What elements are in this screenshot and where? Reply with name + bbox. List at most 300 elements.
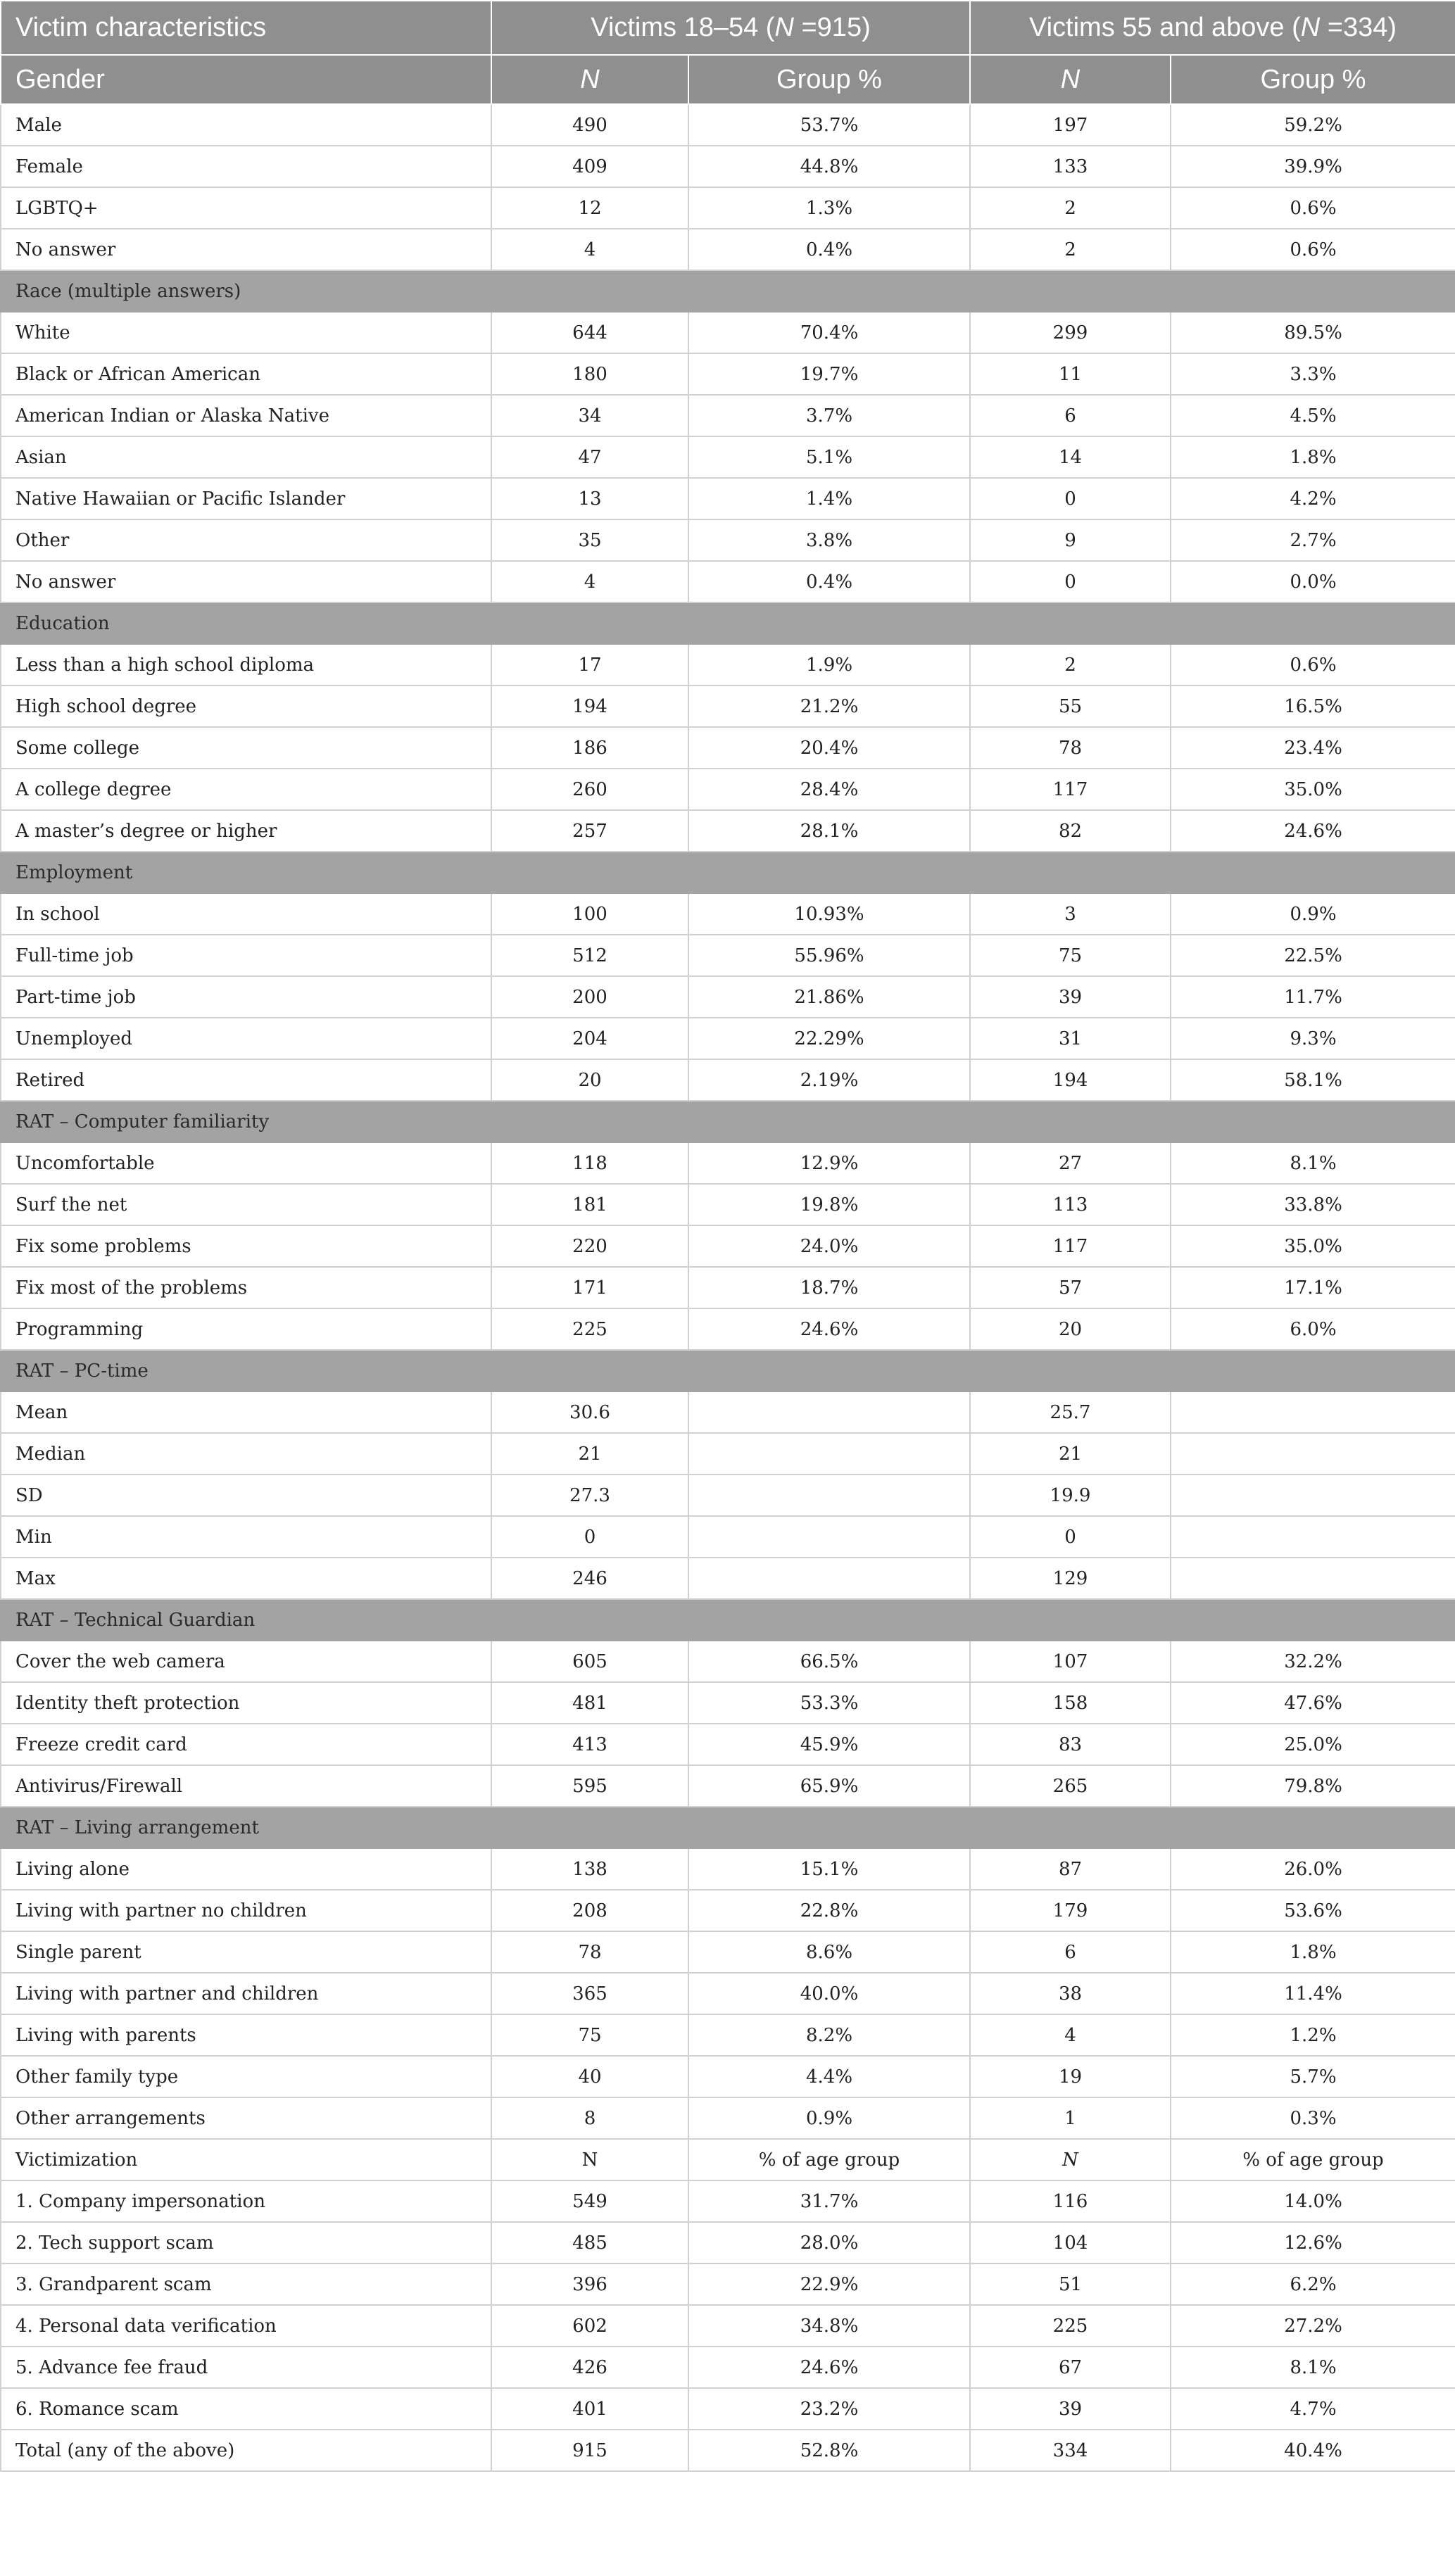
table-row xyxy=(1,727,1455,769)
group-pct-55-above-cell: 40.4% xyxy=(1171,2430,1455,2471)
n-18-54-cell: 485 xyxy=(491,2222,688,2264)
group-pct-18-54-cell: 28.1% xyxy=(688,810,970,852)
table-row xyxy=(1,686,1455,727)
table-row xyxy=(1,229,1455,270)
table-row xyxy=(1,1516,1455,1558)
row-label: 2. Tech support scam xyxy=(1,2222,491,2264)
group-pct-55-above-cell: 35.0% xyxy=(1171,769,1455,810)
n-55-above-cell: 67 xyxy=(970,2347,1171,2388)
row-label: Single parent xyxy=(1,1931,491,1973)
table-row xyxy=(1,1765,1455,1807)
n-55-above-cell: 82 xyxy=(970,810,1171,852)
n-55-above-cell: 113 xyxy=(970,1184,1171,1225)
table-row xyxy=(1,2305,1455,2347)
group-pct-18-54-cell: 19.8% xyxy=(688,1184,970,1225)
row-label: Some college xyxy=(1,727,491,769)
n-55-above-cell: 11 xyxy=(970,353,1171,395)
group-pct-55-above-cell: 47.6% xyxy=(1171,1682,1455,1724)
n-18-54-cell: 181 xyxy=(491,1184,688,1225)
row-label: Female xyxy=(1,146,491,187)
n-55-above-cell: 83 xyxy=(970,1724,1171,1765)
n-55-above-cell: 19.9 xyxy=(970,1475,1171,1516)
n-18-54-cell: 75 xyxy=(491,2014,688,2056)
n-55-above-cell: 197 xyxy=(970,104,1171,146)
n-55-above-cell: 194 xyxy=(970,1059,1171,1101)
row-label: Unemployed xyxy=(1,1018,491,1059)
group-pct-18-54-cell: 8.6% xyxy=(688,1931,970,1973)
row-label: Victimization xyxy=(1,2139,491,2180)
group-pct-18-54-cell: 22.8% xyxy=(688,1890,970,1931)
header-group-pct-55-above: Group % xyxy=(1171,55,1455,104)
group-pct-18-54-cell xyxy=(688,1391,970,1433)
n-55-above-cell: 6 xyxy=(970,1931,1171,1973)
group-pct-55-above-cell: 79.8% xyxy=(1171,1765,1455,1807)
table-row xyxy=(1,2139,1455,2180)
table-row xyxy=(1,104,1455,146)
group-pct-55-above-cell: 25.0% xyxy=(1171,1724,1455,1765)
group-pct-18-54-cell: 28.0% xyxy=(688,2222,970,2264)
table-row xyxy=(1,1433,1455,1475)
table-row xyxy=(1,519,1455,561)
group-pct-18-54-cell: 15.1% xyxy=(688,1848,970,1890)
row-label: LGBTQ+ xyxy=(1,187,491,229)
n-18-54-cell: 4 xyxy=(491,229,688,270)
n-55-above-cell: 27 xyxy=(970,1142,1171,1184)
group-pct-55-above-cell: 4.2% xyxy=(1171,478,1455,519)
group-pct-55-above-cell: 27.2% xyxy=(1171,2305,1455,2347)
group-pct-18-54-cell: 24.0% xyxy=(688,1225,970,1267)
n-55-above-cell: 55 xyxy=(970,686,1171,727)
group-pct-55-above-cell: 58.1% xyxy=(1171,1059,1455,1101)
n-55-above-cell: 2 xyxy=(970,229,1171,270)
table-row xyxy=(1,893,1455,935)
section-header-row xyxy=(1,1807,1455,1848)
group-pct-55-above-cell: 22.5% xyxy=(1171,935,1455,976)
table-row xyxy=(1,1059,1455,1101)
group-pct-55-above-cell: 1.2% xyxy=(1171,2014,1455,2056)
table-row xyxy=(1,2014,1455,2056)
n-18-54-cell: 409 xyxy=(491,146,688,187)
n-55-above-cell: 334 xyxy=(970,2430,1171,2471)
section-label: RAT – Computer familiarity xyxy=(1,1101,1455,1142)
group-pct-18-54-cell: 53.7% xyxy=(688,104,970,146)
table-row xyxy=(1,2264,1455,2305)
n-18-54-cell: 365 xyxy=(491,1973,688,2014)
row-label: In school xyxy=(1,893,491,935)
table-row xyxy=(1,187,1455,229)
section-header-row xyxy=(1,270,1455,312)
n-18-54-cell: 220 xyxy=(491,1225,688,1267)
n-18-54-cell: 40 xyxy=(491,2056,688,2097)
row-label: White xyxy=(1,312,491,353)
n-18-54-cell: 915 xyxy=(491,2430,688,2471)
section-header-row xyxy=(1,1350,1455,1391)
row-label: Asian xyxy=(1,436,491,478)
header-group-pct-18-54: Group % xyxy=(688,55,970,104)
n-18-54-cell: 194 xyxy=(491,686,688,727)
n-55-above-cell: 2 xyxy=(970,187,1171,229)
section-label: RAT – PC-time xyxy=(1,1350,1455,1391)
n-18-54-cell: 17 xyxy=(491,644,688,686)
table-row xyxy=(1,1018,1455,1059)
n-55-above-cell: 0 xyxy=(970,561,1171,602)
row-label: Retired xyxy=(1,1059,491,1101)
header-victim-characteristics: Victim characteristics xyxy=(1,1,491,55)
n-55-above-cell: 78 xyxy=(970,727,1171,769)
table-row xyxy=(1,2180,1455,2222)
group-pct-55-above-cell: 4.7% xyxy=(1171,2388,1455,2430)
n-55-above-cell: 116 xyxy=(970,2180,1171,2222)
group-pct-55-above-cell xyxy=(1171,1433,1455,1475)
table-row xyxy=(1,1890,1455,1931)
n-18-54-cell: 260 xyxy=(491,769,688,810)
group-pct-18-54-cell: 21.86% xyxy=(688,976,970,1018)
group-pct-18-54-cell: 2.19% xyxy=(688,1059,970,1101)
group-pct-18-54-cell: 34.8% xyxy=(688,2305,970,2347)
row-label: Male xyxy=(1,104,491,146)
row-label: Median xyxy=(1,1433,491,1475)
n-18-54-cell: 47 xyxy=(491,436,688,478)
section-header-row xyxy=(1,1599,1455,1641)
table-row xyxy=(1,769,1455,810)
n-55-above-cell: 107 xyxy=(970,1641,1171,1682)
row-label: A master’s degree or higher xyxy=(1,810,491,852)
group-pct-18-54-cell: 20.4% xyxy=(688,727,970,769)
row-label: Living with partner and children xyxy=(1,1973,491,2014)
row-label: Part-time job xyxy=(1,976,491,1018)
group-pct-18-54-cell: 24.6% xyxy=(688,1308,970,1350)
row-label: Less than a high school diploma xyxy=(1,644,491,686)
row-label: No answer xyxy=(1,229,491,270)
group-pct-18-54-cell: 28.4% xyxy=(688,769,970,810)
row-label: Total (any of the above) xyxy=(1,2430,491,2471)
n-18-54-cell: 257 xyxy=(491,810,688,852)
n-18-54-cell: 34 xyxy=(491,395,688,436)
group-pct-18-54-cell: 40.0% xyxy=(688,1973,970,2014)
table-row xyxy=(1,1558,1455,1599)
group-pct-55-above-cell: 9.3% xyxy=(1171,1018,1455,1059)
group-pct-18-54-cell: 1.9% xyxy=(688,644,970,686)
row-label: Native Hawaiian or Pacific Islander xyxy=(1,478,491,519)
table-row xyxy=(1,2222,1455,2264)
n-55-above-cell: 299 xyxy=(970,312,1171,353)
n-55-above-cell: 87 xyxy=(970,1848,1171,1890)
group-pct-55-above-cell: 14.0% xyxy=(1171,2180,1455,2222)
group-pct-18-54-cell xyxy=(688,1433,970,1475)
table-row xyxy=(1,1724,1455,1765)
row-label: 6. Romance scam xyxy=(1,2388,491,2430)
n-55-above-cell: 39 xyxy=(970,2388,1171,2430)
group-pct-55-above-cell: 12.6% xyxy=(1171,2222,1455,2264)
n-55-above-cell: 117 xyxy=(970,1225,1171,1267)
n-55-above-cell: 225 xyxy=(970,2305,1171,2347)
n-55-above-cell: 3 xyxy=(970,893,1171,935)
n-55-above-cell: 133 xyxy=(970,146,1171,187)
n-18-54-cell: 605 xyxy=(491,1641,688,1682)
row-label: Uncomfortable xyxy=(1,1142,491,1184)
table-row xyxy=(1,478,1455,519)
group-pct-55-above-cell: 26.0% xyxy=(1171,1848,1455,1890)
n-18-54-cell: 481 xyxy=(491,1682,688,1724)
n-18-54-cell: 171 xyxy=(491,1267,688,1308)
group-pct-55-above-cell xyxy=(1171,1391,1455,1433)
row-label: Antivirus/Firewall xyxy=(1,1765,491,1807)
group-pct-55-above-cell: 0.0% xyxy=(1171,561,1455,602)
section-label: Education xyxy=(1,602,1455,644)
n-18-54-cell: 21 xyxy=(491,1433,688,1475)
header-group-55-above-prefix: Victims 55 and above ( xyxy=(1028,13,1301,42)
n-18-54-cell: 186 xyxy=(491,727,688,769)
header-n-55-above xyxy=(970,55,1171,104)
n-55-above-cell: 6 xyxy=(970,395,1171,436)
n-18-54-cell: 0 xyxy=(491,1516,688,1558)
header-row-columns xyxy=(1,55,1455,104)
group-pct-18-54-cell: 5.1% xyxy=(688,436,970,478)
row-label: Fix some problems xyxy=(1,1225,491,1267)
group-pct-18-54-cell: 65.9% xyxy=(688,1765,970,1807)
n-18-54-cell: 512 xyxy=(491,935,688,976)
n-55-above-cell: 38 xyxy=(970,1973,1171,2014)
n-55-above-cell: 2 xyxy=(970,644,1171,686)
group-pct-55-above-cell: 11.7% xyxy=(1171,976,1455,1018)
n-18-54-cell: N xyxy=(491,2139,688,2180)
n-55-above-italic-label: N xyxy=(1062,2149,1078,2171)
group-pct-55-above-cell: 2.7% xyxy=(1171,519,1455,561)
group-pct-55-above-cell: 0.6% xyxy=(1171,229,1455,270)
n-18-54-cell: 180 xyxy=(491,353,688,395)
header-group-18-54-count: =915) xyxy=(793,13,871,42)
section-label: Employment xyxy=(1,852,1455,893)
header-group-18-54-prefix: Victims 18–54 ( xyxy=(591,13,775,42)
group-pct-55-above-cell: 1.8% xyxy=(1171,1931,1455,1973)
group-pct-55-above-cell xyxy=(1171,1475,1455,1516)
section-label: Race (multiple answers) xyxy=(1,270,1455,312)
group-pct-18-54-cell xyxy=(688,1558,970,1599)
row-label: Living with partner no children xyxy=(1,1890,491,1931)
table-row xyxy=(1,2430,1455,2471)
n-55-above-cell: 0 xyxy=(970,1516,1171,1558)
row-label: Freeze credit card xyxy=(1,1724,491,1765)
row-label: Full-time job xyxy=(1,935,491,976)
n-55-above-cell: 0 xyxy=(970,478,1171,519)
header-gender: Gender xyxy=(1,55,491,104)
n-18-54-cell: 396 xyxy=(491,2264,688,2305)
table-row xyxy=(1,1931,1455,1973)
row-label: Identity theft protection xyxy=(1,1682,491,1724)
n-18-54-cell: 602 xyxy=(491,2305,688,2347)
header-group-18-54-n: N xyxy=(774,13,794,42)
group-pct-55-above-cell: 33.8% xyxy=(1171,1184,1455,1225)
table-row xyxy=(1,1184,1455,1225)
table-row xyxy=(1,146,1455,187)
n-55-above-cell: 9 xyxy=(970,519,1171,561)
group-pct-55-above-cell: 16.5% xyxy=(1171,686,1455,727)
row-label: Min xyxy=(1,1516,491,1558)
row-label: A college degree xyxy=(1,769,491,810)
row-label: Cover the web camera xyxy=(1,1641,491,1682)
n-18-54-cell: 78 xyxy=(491,1931,688,1973)
row-label: Living alone xyxy=(1,1848,491,1890)
table-body xyxy=(1,104,1455,2471)
row-label: Fix most of the problems xyxy=(1,1267,491,1308)
section-label: RAT – Living arrangement xyxy=(1,1807,1455,1848)
n-18-54-cell: 490 xyxy=(491,104,688,146)
n-55-above-cell: 31 xyxy=(970,1018,1171,1059)
header-n-18-54-text: N xyxy=(580,64,600,94)
group-pct-55-above-cell: 23.4% xyxy=(1171,727,1455,769)
header-n-55-above-text: N xyxy=(1060,64,1081,94)
group-pct-18-54-cell: 1.4% xyxy=(688,478,970,519)
n-55-above-cell: 39 xyxy=(970,976,1171,1018)
n-18-54-cell: 401 xyxy=(491,2388,688,2430)
group-pct-55-above-cell: 1.8% xyxy=(1171,436,1455,478)
group-pct-18-54-cell: 24.6% xyxy=(688,2347,970,2388)
n-55-above-cell: 265 xyxy=(970,1765,1171,1807)
group-pct-18-54-cell: 21.2% xyxy=(688,686,970,727)
table-row xyxy=(1,976,1455,1018)
header-group-18-54 xyxy=(491,1,970,55)
row-label: Living with parents xyxy=(1,2014,491,2056)
group-pct-55-above-cell: 89.5% xyxy=(1171,312,1455,353)
n-18-54-cell: 13 xyxy=(491,478,688,519)
n-18-54-cell: 413 xyxy=(491,1724,688,1765)
group-pct-18-54-cell: 18.7% xyxy=(688,1267,970,1308)
n-55-above-cell: 129 xyxy=(970,1558,1171,1599)
n-18-54-cell: 4 xyxy=(491,561,688,602)
n-55-above-cell: 75 xyxy=(970,935,1171,976)
row-label: Programming xyxy=(1,1308,491,1350)
section-header-row xyxy=(1,852,1455,893)
table-row xyxy=(1,1142,1455,1184)
n-18-54-cell: 549 xyxy=(491,2180,688,2222)
row-label: Other arrangements xyxy=(1,2097,491,2139)
row-label: Black or African American xyxy=(1,353,491,395)
n-55-above-cell: 158 xyxy=(970,1682,1171,1724)
group-pct-55-above-cell: 32.2% xyxy=(1171,1641,1455,1682)
row-label: 3. Grandparent scam xyxy=(1,2264,491,2305)
n-18-54-cell: 208 xyxy=(491,1890,688,1931)
group-pct-18-54-cell: 10.93% xyxy=(688,893,970,935)
n-55-above-cell: 25.7 xyxy=(970,1391,1171,1433)
group-pct-55-above-cell: 0.9% xyxy=(1171,893,1455,935)
group-pct-55-above-cell: 8.1% xyxy=(1171,1142,1455,1184)
n-18-54-cell: 12 xyxy=(491,187,688,229)
group-pct-18-54-cell: 22.29% xyxy=(688,1018,970,1059)
group-pct-18-54-cell: 70.4% xyxy=(688,312,970,353)
group-pct-18-54-cell: 19.7% xyxy=(688,353,970,395)
group-pct-18-54-cell: 12.9% xyxy=(688,1142,970,1184)
group-pct-18-54-cell: 3.7% xyxy=(688,395,970,436)
group-pct-18-54-cell: 52.8% xyxy=(688,2430,970,2471)
group-pct-18-54-cell: 45.9% xyxy=(688,1724,970,1765)
group-pct-18-54-cell xyxy=(688,1475,970,1516)
group-pct-18-54-cell: % of age group xyxy=(688,2139,970,2180)
group-pct-55-above-cell: 24.6% xyxy=(1171,810,1455,852)
row-label: Other family type xyxy=(1,2056,491,2097)
group-pct-18-54-cell: 4.4% xyxy=(688,2056,970,2097)
group-pct-18-54-cell xyxy=(688,1516,970,1558)
group-pct-55-above-cell: 0.3% xyxy=(1171,2097,1455,2139)
group-pct-55-above-cell: % of age group xyxy=(1171,2139,1455,2180)
n-18-54-cell: 100 xyxy=(491,893,688,935)
row-label: 1. Company impersonation xyxy=(1,2180,491,2222)
n-18-54-cell: 225 xyxy=(491,1308,688,1350)
group-pct-18-54-cell: 55.96% xyxy=(688,935,970,976)
n-18-54-cell: 644 xyxy=(491,312,688,353)
row-label: No answer xyxy=(1,561,491,602)
table-row xyxy=(1,561,1455,602)
row-label: 4. Personal data verification xyxy=(1,2305,491,2347)
n-18-54-cell: 426 xyxy=(491,2347,688,2388)
header-row-groups xyxy=(1,1,1455,55)
group-pct-55-above-cell xyxy=(1171,1516,1455,1558)
group-pct-18-54-cell: 44.8% xyxy=(688,146,970,187)
n-55-above-cell: 117 xyxy=(970,769,1171,810)
row-label: High school degree xyxy=(1,686,491,727)
n-18-54-cell: 118 xyxy=(491,1142,688,1184)
group-pct-55-above-cell: 5.7% xyxy=(1171,2056,1455,2097)
n-55-above-cell: 179 xyxy=(970,1890,1171,1931)
n-18-54-cell: 20 xyxy=(491,1059,688,1101)
row-label: American Indian or Alaska Native xyxy=(1,395,491,436)
table-row xyxy=(1,2347,1455,2388)
table-row xyxy=(1,2097,1455,2139)
n-55-above-cell: 14 xyxy=(970,436,1171,478)
header-group-55-above xyxy=(970,1,1455,55)
group-pct-18-54-cell: 0.4% xyxy=(688,229,970,270)
group-pct-55-above-cell: 8.1% xyxy=(1171,2347,1455,2388)
table-row xyxy=(1,1973,1455,2014)
section-label: RAT – Technical Guardian xyxy=(1,1599,1455,1641)
group-pct-18-54-cell: 31.7% xyxy=(688,2180,970,2222)
n-18-54-cell: 200 xyxy=(491,976,688,1018)
row-label: 5. Advance fee fraud xyxy=(1,2347,491,2388)
n-18-54-cell: 595 xyxy=(491,1765,688,1807)
group-pct-18-54-cell: 66.5% xyxy=(688,1641,970,1682)
n-55-above-cell: 104 xyxy=(970,2222,1171,2264)
n-18-54-cell: 246 xyxy=(491,1558,688,1599)
table-row xyxy=(1,312,1455,353)
row-label: Mean xyxy=(1,1391,491,1433)
n-55-above-cell: 57 xyxy=(970,1267,1171,1308)
group-pct-18-54-cell: 22.9% xyxy=(688,2264,970,2305)
group-pct-55-above-cell: 6.2% xyxy=(1171,2264,1455,2305)
row-label: Surf the net xyxy=(1,1184,491,1225)
group-pct-18-54-cell: 53.3% xyxy=(688,1682,970,1724)
n-55-above-cell: 51 xyxy=(970,2264,1171,2305)
group-pct-55-above-cell: 11.4% xyxy=(1171,1973,1455,2014)
n-18-54-cell: 35 xyxy=(491,519,688,561)
group-pct-55-above-cell: 17.1% xyxy=(1171,1267,1455,1308)
group-pct-55-above-cell: 4.5% xyxy=(1171,395,1455,436)
table-row xyxy=(1,353,1455,395)
group-pct-55-above-cell: 53.6% xyxy=(1171,1890,1455,1931)
row-label: Max xyxy=(1,1558,491,1599)
group-pct-55-above-cell: 39.9% xyxy=(1171,146,1455,187)
row-label: SD xyxy=(1,1475,491,1516)
table-row xyxy=(1,1391,1455,1433)
section-header-row xyxy=(1,602,1455,644)
n-18-54-cell: 30.6 xyxy=(491,1391,688,1433)
n-55-above-cell: 21 xyxy=(970,1433,1171,1475)
n-55-above-cell: 20 xyxy=(970,1308,1171,1350)
group-pct-55-above-cell xyxy=(1171,1558,1455,1599)
group-pct-55-above-cell: 3.3% xyxy=(1171,353,1455,395)
table-row xyxy=(1,1308,1455,1350)
group-pct-18-54-cell: 0.4% xyxy=(688,561,970,602)
section-header-row xyxy=(1,1101,1455,1142)
group-pct-55-above-cell: 6.0% xyxy=(1171,1308,1455,1350)
